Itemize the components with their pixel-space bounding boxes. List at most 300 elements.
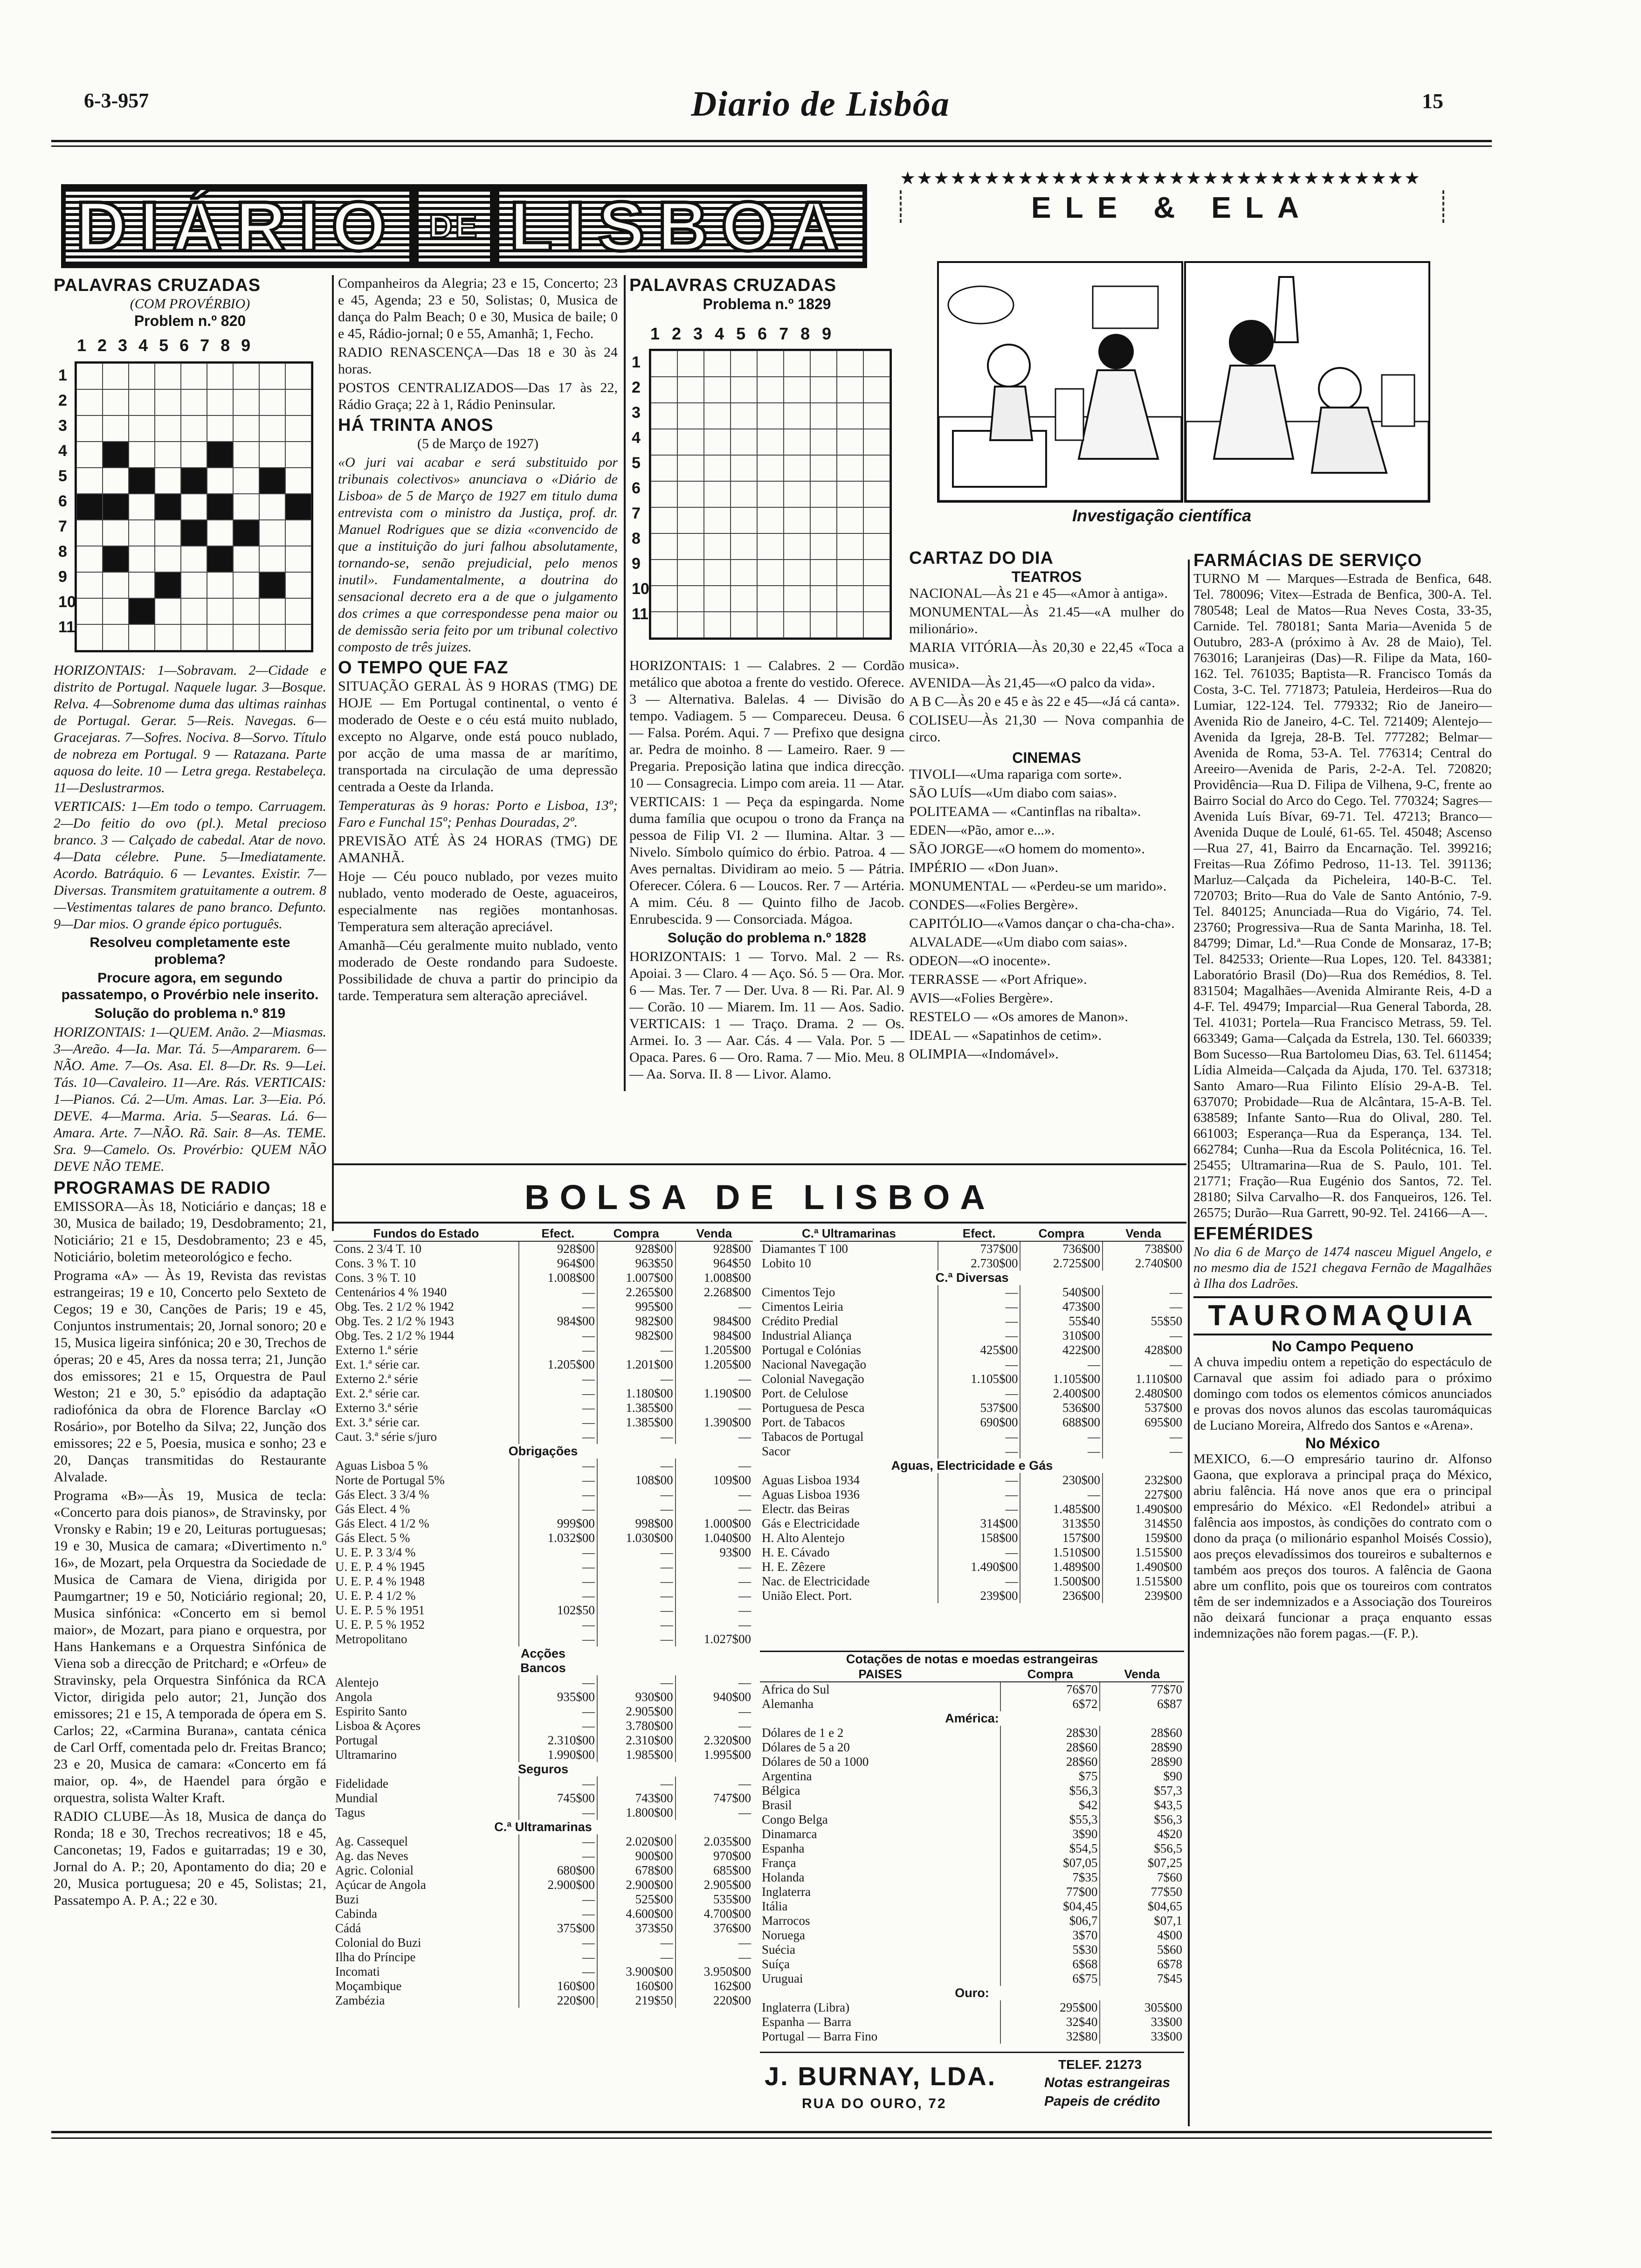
- crossword-cell: [181, 363, 207, 389]
- bolsa-fundos-row: [333, 1459, 753, 1473]
- bolsa-fundos-name-cell: Mundial: [335, 1791, 378, 1805]
- crossword-cell: [810, 560, 837, 586]
- bolsa-ultramarinas-name-cell: Aguas Lisboa 1936: [762, 1487, 860, 1501]
- bolsa-ultramarinas-value-cell: 159$00: [1103, 1531, 1184, 1545]
- crossword-cell: [784, 481, 810, 507]
- crossword-cell: [233, 389, 259, 415]
- bolsa-ultramarinas-value-cell: 737$00: [938, 1241, 1020, 1256]
- bolsa-fundos-value-cell: —: [519, 1632, 597, 1646]
- bolsa-fundos-row: [333, 1936, 753, 1950]
- crossword-cell: [757, 377, 784, 403]
- cartoon-exam-scene-icon: [1186, 263, 1428, 501]
- crossword-cell: [76, 546, 103, 572]
- bolsa-fundos-row: [333, 1849, 753, 1863]
- bolsa-fundos-value-cell: —: [519, 1502, 597, 1516]
- bolsa-fundos-value-cell: 4.700$00: [676, 1907, 753, 1921]
- crossword-cell: [181, 389, 207, 415]
- radio-continuation: Companheiros da Alegria; 23 e 15, Concerto; 23 e 45, Agenda; 23 e 50, Solistas; 0, Musica de dança do Palm Beach; 0 e 30, Musica de baile; 0 e 45, Rádio-jornal; 0 e 55, Amanhã; 1, Fecho.: [338, 276, 618, 341]
- crossword-cell: [155, 363, 181, 389]
- crossword-cell: [677, 429, 704, 455]
- moedas-value-cell: 28$60: [1100, 1726, 1184, 1740]
- crossword-cell: [651, 429, 677, 455]
- crossword-cell: [731, 560, 757, 586]
- column-rule-3: [1188, 560, 1190, 2126]
- crossword-cell: [207, 520, 233, 546]
- radio-postos: POSTOS CENTRALIZADOS—Das 17 às 22, Rádio Graça; 22 à 1, Rádio Peninsular.: [338, 380, 618, 412]
- crossword-cell: [677, 481, 704, 507]
- cinema-item: RESTELO — «Os amores de Manon».: [909, 1009, 1128, 1024]
- crossword-cell: [651, 507, 677, 533]
- moedas-value-cell: 77$00: [1000, 1885, 1100, 1899]
- bolsa-fundos-value-cell: —: [676, 1502, 753, 1516]
- bolsa-ultramarinas-value-cell: 695$00: [1103, 1415, 1184, 1430]
- bolsa-ultramarinas-name-cell: Portuguesa de Pesca: [762, 1401, 865, 1415]
- bolsa-fundos-value-cell: 935$00: [519, 1690, 597, 1704]
- crossword-cell: [677, 612, 704, 638]
- bolsa-fundos-row: [333, 1964, 753, 1979]
- crossword-cell: [810, 403, 837, 429]
- bolsa-ultramarinas-row: [760, 1314, 1184, 1328]
- bolsa-fundos-value-cell: —: [676, 1675, 753, 1690]
- bolsa-fundos-value-cell: 93$00: [676, 1545, 753, 1560]
- crossword-cell: [704, 612, 731, 638]
- crossword-cell: [103, 624, 129, 650]
- bolsa-fundos-name-cell: Alentejo: [335, 1675, 379, 1689]
- bolsa-fundos-value-cell: —: [519, 1950, 597, 1964]
- crossword-cell: [863, 560, 890, 586]
- crossword-cell: [76, 442, 103, 468]
- crossword-820-problem: Problem n.º 820: [134, 312, 246, 329]
- bolsa-ultramarinas-value-cell: —: [938, 1487, 1020, 1502]
- moedas-value-cell: 33$00: [1100, 2015, 1184, 2029]
- bolsa-ultramarinas-name-cell: Nac. de Electricidade: [762, 1574, 870, 1588]
- bolsa-fundos-value-cell: 1.180$00: [597, 1386, 676, 1401]
- bolsa-ultramarinas-value-cell: —: [1103, 1444, 1184, 1459]
- bolsa-ultramarinas-value-cell: —: [1020, 1430, 1103, 1444]
- crossword-cell: [651, 455, 677, 481]
- teatro-item: MARIA VITÓRIA—Às 20,30 e 22,45 «Toca a musica».: [909, 640, 1184, 672]
- crossword-cell: [863, 351, 890, 377]
- bolsa-fundos-name-cell: Externo 3.ª série: [335, 1401, 418, 1415]
- crossword-1829-horizontais: HORIZONTAIS: 1 — Calabres. 2 — Cordão metálico que abotoa a frente do vestido. Oferece. 3 — Alternativa. Balelas. 4 — Divisão do tempo. Vadiagem. 5 — Compareceu. Deusa. 6 — Falsa. Porém. Aqui. 7 — Prefixo que designa ar. Pedra de moinho. 8 — Lameiro. Raer. 9 — Pregaria. Preposição latina que indica direcção. 10 — Consagrecia. Limpo com areia. 11 — Atar.: [629, 658, 904, 791]
- bolsa-fundos-name-cell: Norte de Portugal 5%: [335, 1473, 445, 1487]
- bolsa-fundos-value-cell: 678$00: [597, 1863, 676, 1878]
- bolsa-ultramarinas-value-cell: 536$00: [1020, 1401, 1103, 1415]
- bolsa-ultramarinas-row: [760, 1444, 1184, 1459]
- bolsa-fundos-name-cell: Caut. 3.ª série s/juro: [335, 1430, 437, 1444]
- bolsa-ultramarinas-value-cell: 540$00: [1020, 1285, 1103, 1300]
- bolsa-fundos-header-cell: Fundos do Estado: [333, 1226, 519, 1241]
- crossword-cell: [784, 586, 810, 612]
- bolsa-fundos-value-cell: —: [519, 1459, 597, 1473]
- bolsa-fundos-value-cell: —: [676, 1805, 753, 1820]
- crossword-cell: [103, 572, 129, 598]
- radio-emissora: EMISSORA—Às 18, Noticiário e danças; 18 e 30, Musica de bailado; 19, Desdobramento; 21, Noticiário; 21 e 15, Desdobramento; 23 e 45, Noticiário, boletim meteorológico e fecho.: [54, 1199, 326, 1265]
- crossword-819-solution: HORIZONTAIS: 1—QUEM. Anão. 2—Miasmas. 3—Areão. 4—Ia. Mar. Tá. 5—Ampararem. 6—NÃO. Ame. 7—Os. Asa. El. 8—Dr. Rs. 9—Lei. Tás. 10—Cavaleiro. 11—Are. Rás. VERTICAIS: 1—Pianos. Cá. 2—Um. Amas. Lar. 3—Eia. Pó. DEVE. 4—Marma. Aria. 5—Searas. Lá. 6—Amara. Arte. 7—NÃO. Rã. Sair. 8—As. TEME. Sra. 9—Camelo. Os. Provérbio: QUEM NÃO DEVE NÃO TEME.: [54, 1024, 326, 1174]
- crossword-cell: [731, 351, 757, 377]
- moedas-section-label: Ouro:: [955, 1986, 989, 2000]
- cinema-item: POLITEAMA — «Cantinflas na ribalta».: [909, 804, 1141, 819]
- bolsa-fundos-value-cell: 680$00: [519, 1863, 597, 1878]
- bolsa-fundos-row: [333, 1748, 753, 1762]
- bolsa-fundos-value-cell: 1.040$00: [676, 1531, 753, 1545]
- moedas-name-cell: Alemanha: [762, 1697, 814, 1711]
- bolsa-fundos-value-cell: —: [597, 1430, 676, 1444]
- bolsa-fundos-row: [333, 1892, 753, 1907]
- bolsa-fundos-row: [333, 1560, 753, 1574]
- bolsa-fundos-value-cell: —: [597, 1936, 676, 1950]
- cinema-item: TERRASSE — «Port Afrique».: [909, 972, 1087, 987]
- bolsa-fundos-value-cell: 102$50: [519, 1603, 597, 1618]
- moedas-row: [760, 1841, 1184, 1856]
- bolsa-title: BOLSA DE LISBOA: [524, 1178, 995, 1217]
- bolsa-ultramarinas-value-cell: 690$00: [938, 1415, 1020, 1430]
- bolsa-fundos-value-cell: 219$50: [597, 1993, 676, 2008]
- bolsa-ultramarinas-name-cell: Gás e Electricidade: [762, 1516, 860, 1530]
- crossword-cell: [259, 546, 285, 572]
- crossword-cell: [731, 403, 757, 429]
- bolsa-ultramarinas-header-cell: Efect.: [938, 1226, 1020, 1241]
- bolsa-ultramarinas-value-cell: 314$00: [938, 1516, 1020, 1531]
- tauromaquia-subtitle-mexico: No México: [1305, 1435, 1380, 1452]
- bolsa-fundos-value-cell: —: [676, 1372, 753, 1386]
- bolsa-fundos-value-cell: —: [519, 1907, 597, 1921]
- crossword-cell: [233, 546, 259, 572]
- bolsa-fundos-value-cell: —: [519, 1430, 597, 1444]
- moedas-value-cell: 32$80: [1000, 2029, 1100, 2044]
- bolsa-fundos-row: [333, 1401, 753, 1415]
- crossword-cell: [731, 507, 757, 533]
- bolsa-ultramarinas-value-cell: 1.489$00: [1020, 1560, 1103, 1574]
- bolsa-fundos-value-cell: 1.385$00: [597, 1401, 676, 1415]
- moedas-row: [760, 2029, 1184, 2044]
- bolsa-fundos-row: [333, 1574, 753, 1589]
- moedas-value-cell: 28$90: [1100, 1740, 1184, 1755]
- moedas-row: [760, 1726, 1184, 1740]
- bolsa-ultramarinas-value-cell: 230$00: [1020, 1473, 1103, 1487]
- bolsa-ultramarinas-row: [760, 1560, 1184, 1574]
- crossword-cell: [233, 624, 259, 650]
- crossword-cell: [731, 455, 757, 481]
- crossword-cell: [259, 415, 285, 442]
- crossword-cell: [103, 468, 129, 494]
- bolsa-ultramarinas-value-cell: 738$00: [1103, 1241, 1184, 1256]
- crossword-cell: [784, 533, 810, 560]
- bolsa-ultramarinas-name-cell: H. Alto Alentejo: [762, 1531, 845, 1545]
- crossword-cell: [259, 468, 285, 494]
- crossword-cell: [863, 481, 890, 507]
- crossword-cell: [285, 520, 311, 546]
- moedas-row: [760, 2000, 1184, 2015]
- bolsa-fundos-name-cell: Angola: [335, 1690, 372, 1704]
- bolsa-fundos-section-label: Obrigações: [508, 1444, 578, 1458]
- ad-telephone: TELEF. 21273: [1058, 2057, 1142, 2072]
- moedas-name-cell: Dólares de 1 e 2: [762, 1726, 844, 1740]
- crossword-cell: [233, 598, 259, 624]
- moedas-row: [760, 2015, 1184, 2029]
- crossword-cell: [129, 442, 155, 468]
- bolsa-fundos-value-cell: 3.780$00: [597, 1719, 676, 1733]
- crossword-cell: [677, 455, 704, 481]
- crossword-cell: [129, 363, 155, 389]
- tempo-temperaturas: Temperaturas às 9 horas: Porto e Lisboa, 13º; Faro e Funchal 15º; Penhas Douradas, 2º.: [338, 798, 618, 830]
- crossword-cell: [259, 363, 285, 389]
- bolsa-fundos-name-cell: Cons. 3 % T. 10: [335, 1271, 416, 1285]
- bolsa-ultramarinas-value-cell: 2.480$00: [1103, 1386, 1184, 1401]
- bolsa-fundos-row: [333, 1907, 753, 1921]
- bolsa-fundos-name-cell: U. E. P. 4 1/2 %: [335, 1589, 416, 1603]
- ha-trinta-anos-date: (5 de Março de 1927): [417, 436, 538, 451]
- crossword-cell: [129, 415, 155, 442]
- efemerides-title: EFEMÉRIDES: [1193, 1224, 1314, 1244]
- bolsa-fundos-name-cell: Incomati: [335, 1964, 380, 1978]
- bolsa-fundos-value-cell: —: [597, 1545, 676, 1560]
- crossword-cell: [155, 624, 181, 650]
- crossword-cell: [651, 612, 677, 638]
- cinema-item: TIVOLI—«Uma rapariga com sorte».: [909, 767, 1122, 782]
- bolsa-fundos-value-cell: 160$00: [519, 1979, 597, 1993]
- bolsa-fundos-value-cell: 220$00: [519, 1993, 597, 2008]
- bolsa-ultramarinas-name-cell: Lobito 10: [762, 1256, 811, 1270]
- crossword-cell: [837, 481, 863, 507]
- bolsa-fundos-value-cell: —: [519, 1300, 597, 1314]
- crossword-cell: [863, 612, 890, 638]
- bolsa-fundos-value-cell: —: [676, 1936, 753, 1950]
- bolsa-fundos-header-cell: Compra: [597, 1226, 676, 1241]
- crossword-cell: [129, 494, 155, 520]
- bolsa-fundos-value-cell: 995$00: [597, 1300, 676, 1314]
- crossword-cell: [76, 363, 103, 389]
- crossword-cell: [259, 572, 285, 598]
- bolsa-ultramarinas-value-cell: 239$00: [1103, 1589, 1184, 1603]
- bolsa-fundos-value-cell: 964$50: [676, 1256, 753, 1271]
- cinema-item: AVIS—«Folies Bergère».: [909, 990, 1053, 1006]
- moedas-name-cell: Congo Belga: [762, 1812, 828, 1826]
- cartoon-panel-right: [1184, 261, 1430, 503]
- bolsa-ultramarinas-row: [760, 1574, 1184, 1589]
- tauromaquia-subtitle-campo-pequeno: No Campo Pequeno: [1271, 1338, 1413, 1355]
- bolsa-fundos-value-cell: 3.900$00: [597, 1964, 676, 1979]
- ele-ela-title: ELE & ELA: [900, 190, 1444, 223]
- crossword-cell: [129, 572, 155, 598]
- bolsa-fundos-header-cell: Efect.: [519, 1226, 597, 1241]
- crossword-1829-col-numbers: 123456789: [650, 324, 844, 343]
- crossword-cell: [837, 586, 863, 612]
- bolsa-ultramarinas-row: [760, 1459, 1184, 1473]
- bolsa-fundos-value-cell: 1.000$00: [676, 1516, 753, 1531]
- moedas-row: [760, 1798, 1184, 1812]
- crossword-cell: [207, 442, 233, 468]
- crossword-cell: [677, 586, 704, 612]
- bolsa-fundos-value-cell: —: [676, 1487, 753, 1502]
- bolsa-fundos-value-cell: 2.900$00: [519, 1878, 597, 1892]
- bolsa-fundos-value-cell: 2.905$00: [676, 1878, 753, 1892]
- bolsa-fundos-value-cell: 1.990$00: [519, 1748, 597, 1762]
- bolsa-ultramarinas-header-cell: Venda: [1103, 1226, 1184, 1241]
- crossword-cell: [181, 468, 207, 494]
- bolsa-ultramarinas-name-cell: Cimentos Tejo: [762, 1285, 835, 1299]
- bolsa-fundos-value-cell: —: [519, 1560, 597, 1574]
- bolsa-ultramarinas-row: [760, 1516, 1184, 1531]
- moedas-value-cell: 77$50: [1100, 1885, 1184, 1899]
- bolsa-fundos-value-cell: 109$00: [676, 1473, 753, 1487]
- moedas-value-cell: $43,5: [1100, 1798, 1184, 1812]
- bolsa-ultramarinas-name-cell: Aguas Lisboa 1934: [762, 1473, 860, 1487]
- bolsa-fundos-row: [333, 1372, 753, 1386]
- crossword-cell: [285, 598, 311, 624]
- crossword-cell: [810, 507, 837, 533]
- bolsa-fundos-name-cell: Moçambique: [335, 1979, 402, 1993]
- bolsa-fundos-value-cell: —: [519, 1964, 597, 1979]
- moedas-name-cell: Inglaterra (Libra): [762, 2000, 850, 2014]
- moedas-value-cell: 6$75: [1000, 1971, 1100, 1986]
- tauromaquia-mexico-text: MEXICO, 6.—O empresário taurino dr. Alfonso Gaona, que explorava a principal praça do México, abriu falência. Há nove anos que era o principal empresário do México. «El Redondel» atribui a falência aos impostos, às condições do contrato com o dono da praça (o milionário espanhol Moisés Cossio), aos preços elevadíssimos dos toureiros e subalternos e também aos preços dos touros. A falência de Gaona abre um conflito, pois que os toureiros com contratos têm de ser indemnizados e a Associação dos Toureiros não deixará funcionar a praça enquanto essas indemnizações não forem pagas.—(F. P.).: [1193, 1452, 1492, 1641]
- bolsa-ultramarinas-row: [760, 1343, 1184, 1357]
- bolsa-ultramarinas-name-cell: Port. de Celulose: [762, 1386, 848, 1400]
- bolsa-fundos-name-cell: Metropolitano: [335, 1632, 407, 1646]
- moedas-row: [760, 1740, 1184, 1755]
- moedas-header-cell: PAISES: [760, 1667, 1000, 1682]
- bolsa-fundos-value-cell: 2.905$00: [597, 1704, 676, 1719]
- bolsa-ultramarinas-value-cell: 239$00: [938, 1589, 1020, 1603]
- tempo-hoje: Hoje — Céu pouco nublado, por vezes muito nublado, vento moderado de Oeste, aguaceiros, especialmente nas regiões montanhosas. Temperatura sem alteração apreciável.: [338, 869, 618, 934]
- bolsa-fundos-name-cell: Portugal: [335, 1733, 378, 1747]
- crossword-cell: [76, 389, 103, 415]
- bolsa-fundos-value-cell: 928$00: [676, 1241, 753, 1256]
- bolsa-fundos-value-cell: —: [519, 1834, 597, 1849]
- bolsa-ultramarinas-row: [760, 1386, 1184, 1401]
- bolsa-ultramarinas-value-cell: 2.730$00: [938, 1256, 1020, 1271]
- moedas-name-cell: Africa do Sul: [762, 1682, 830, 1696]
- bolsa-fundos-value-cell: 535$00: [676, 1892, 753, 1907]
- moedas-value-cell: $90: [1100, 1769, 1184, 1784]
- bolsa-fundos-value-cell: 930$00: [597, 1690, 676, 1704]
- bolsa-fundos-value-cell: 2.035$00: [676, 1834, 753, 1849]
- moedas-value-cell: 5$30: [1000, 1943, 1100, 1957]
- bolsa-fundos-value-cell: —: [676, 1603, 753, 1618]
- crossword-cell: [103, 520, 129, 546]
- crossword-cell: [677, 533, 704, 560]
- bolsa-fundos-value-cell: —: [597, 1589, 676, 1603]
- bolsa-ultramarinas-value-cell: 1.490$00: [1103, 1502, 1184, 1516]
- bolsa-fundos-value-cell: —: [676, 1719, 753, 1733]
- cinema-item: SÃO JORGE—«O homem do momento».: [909, 841, 1145, 857]
- moedas-value-cell: 28$60: [1000, 1740, 1100, 1755]
- crossword-cell: [810, 533, 837, 560]
- bolsa-ultramarinas-row: [760, 1328, 1184, 1343]
- crossword-cell: [863, 455, 890, 481]
- crossword-cell: [837, 612, 863, 638]
- crossword-cell: [76, 572, 103, 598]
- crossword-820-prompt: Resolveu completamente este problema?: [90, 935, 290, 967]
- bolsa-ultramarinas-value-cell: 1.105$00: [1020, 1372, 1103, 1386]
- teatro-item: AVENIDA—Às 21,45—«O palco da vida».: [909, 675, 1155, 691]
- bolsa-ultramarinas-name-cell: H. E. Cávado: [762, 1545, 830, 1559]
- bolsa-fundos-value-cell: —: [519, 1675, 597, 1690]
- moedas-name-cell: Dólares de 50 a 1000: [762, 1755, 869, 1769]
- bolsa-ultramarinas-value-cell: —: [938, 1357, 1020, 1372]
- bolsa-fundos-row: [333, 1285, 753, 1300]
- crossword-cell: [285, 624, 311, 650]
- crossword-1829-row-numbers: 1 2 3 4 5 6 7 8 9 10 11: [632, 353, 649, 623]
- masthead-word-diario: DIÁRIO: [61, 184, 414, 268]
- crossword-cell: [233, 468, 259, 494]
- bolsa-fundos-name-cell: Lisboa & Açores: [335, 1719, 421, 1733]
- bolsa-fundos-row: [333, 1241, 753, 1256]
- bolsa-fundos-value-cell: 1.007$00: [597, 1271, 676, 1285]
- crossword-1829-title: PALAVRAS CRUZADAS: [629, 276, 837, 295]
- bolsa-fundos-value-cell: —: [597, 1372, 676, 1386]
- crossword-cell: [731, 533, 757, 560]
- crossword-cell: [651, 533, 677, 560]
- crossword-cell: [129, 624, 155, 650]
- bolsa-ultramarinas-value-cell: 157$00: [1020, 1531, 1103, 1545]
- bolsa-fundos-name-cell: Ag. Cassequel: [335, 1834, 408, 1848]
- bolsa-ultramarinas-header-cell: C.ª Ultramarinas: [760, 1226, 938, 1241]
- bolsa-fundos-value-cell: 220$00: [676, 1993, 753, 2008]
- bolsa-rule: [333, 1163, 1186, 1165]
- bolsa-ultramarinas-name-cell: Diamantes T 100: [762, 1242, 848, 1256]
- moedas-value-cell: 6$68: [1000, 1957, 1100, 1971]
- crossword-cell: [181, 546, 207, 572]
- crossword-819-solution-title: Solução do problema n.º 819: [94, 1006, 286, 1021]
- moedas-row: [760, 1971, 1184, 1986]
- bolsa-fundos-value-cell: —: [676, 1950, 753, 1964]
- bolsa-fundos-name-cell: Ilha do Príncipe: [335, 1950, 416, 1964]
- bolsa-ultramarinas-name-cell: Electr. das Beiras: [762, 1502, 850, 1516]
- bolsa-fundos-name-cell: Ultramarino: [335, 1748, 397, 1762]
- bolsa-fundos-value-cell: 1.032$00: [519, 1531, 597, 1545]
- crossword-cell: [837, 507, 863, 533]
- bolsa-ultramarinas-value-cell: 428$00: [1103, 1343, 1184, 1357]
- crossword-cell: [704, 429, 731, 455]
- bolsa-ultramarinas-header-cell: Compra: [1020, 1226, 1103, 1241]
- crossword-1828-solution-title: Solução do problema n.º 1828: [667, 930, 867, 946]
- crossword-cell: [103, 494, 129, 520]
- crossword-820-grid: [75, 361, 313, 652]
- bolsa-fundos-value-cell: 1.190$00: [676, 1386, 753, 1401]
- column-2-text: [338, 275, 618, 1006]
- bolsa-ultramarinas-value-cell: 537$00: [1103, 1401, 1184, 1415]
- cinema-item: ODEON—«O inocente».: [909, 953, 1051, 968]
- moedas-value-cell: 28$30: [1000, 1726, 1100, 1740]
- bolsa-fundos-row: [333, 1863, 753, 1878]
- bolsa-fundos-row: [333, 1791, 753, 1805]
- bolsa-fundos-value-cell: 1.205$00: [676, 1357, 753, 1372]
- bolsa-ultramarinas-row: [760, 1531, 1184, 1545]
- bolsa-fundos-value-cell: —: [597, 1459, 676, 1473]
- bolsa-ultramarinas-value-cell: —: [938, 1502, 1020, 1516]
- bolsa-fundos-value-cell: 964$00: [519, 1256, 597, 1271]
- moedas-row: [760, 1957, 1184, 1971]
- crossword-cell: [233, 415, 259, 442]
- bolsa-fundos-value-cell: —: [519, 1892, 597, 1907]
- crossword-cell: [757, 481, 784, 507]
- bolsa-fundos-value-cell: —: [519, 1545, 597, 1560]
- bolsa-ultramarinas-row: [760, 1401, 1184, 1415]
- crossword-cell: [155, 442, 181, 468]
- bolsa-fundos-row: [333, 1950, 753, 1964]
- bolsa-fundos-name-cell: Obg. Tes. 2 1/2 % 1943: [335, 1314, 454, 1328]
- moedas-value-cell: $04,65: [1100, 1899, 1184, 1914]
- moedas-name-cell: Espanha — Barra: [762, 2015, 851, 2029]
- crossword-820-verticais: VERTICAIS: 1—Em todo o tempo. Carruagem. 2—Do feitio do ovo (pl.). Metal precioso branco. 3 — Calçado de cabedal. Atar de novo. 4—Data célebre. Pune. 5—Imediatamente. Acordo. Batráquio. 6 — Levantes. Existir. 7—Diversas. Transmitem gratuitamente a outrem. 8—Vestimentas talares de pano branco. Defunto. 9—Dar mios. O grande épico português.: [54, 799, 326, 932]
- column-rule-1: [332, 275, 334, 1231]
- bolsa-fundos-value-cell: —: [597, 1487, 676, 1502]
- crossword-cell: [677, 351, 704, 377]
- crossword-cell: [155, 415, 181, 442]
- crossword-cell: [285, 415, 311, 442]
